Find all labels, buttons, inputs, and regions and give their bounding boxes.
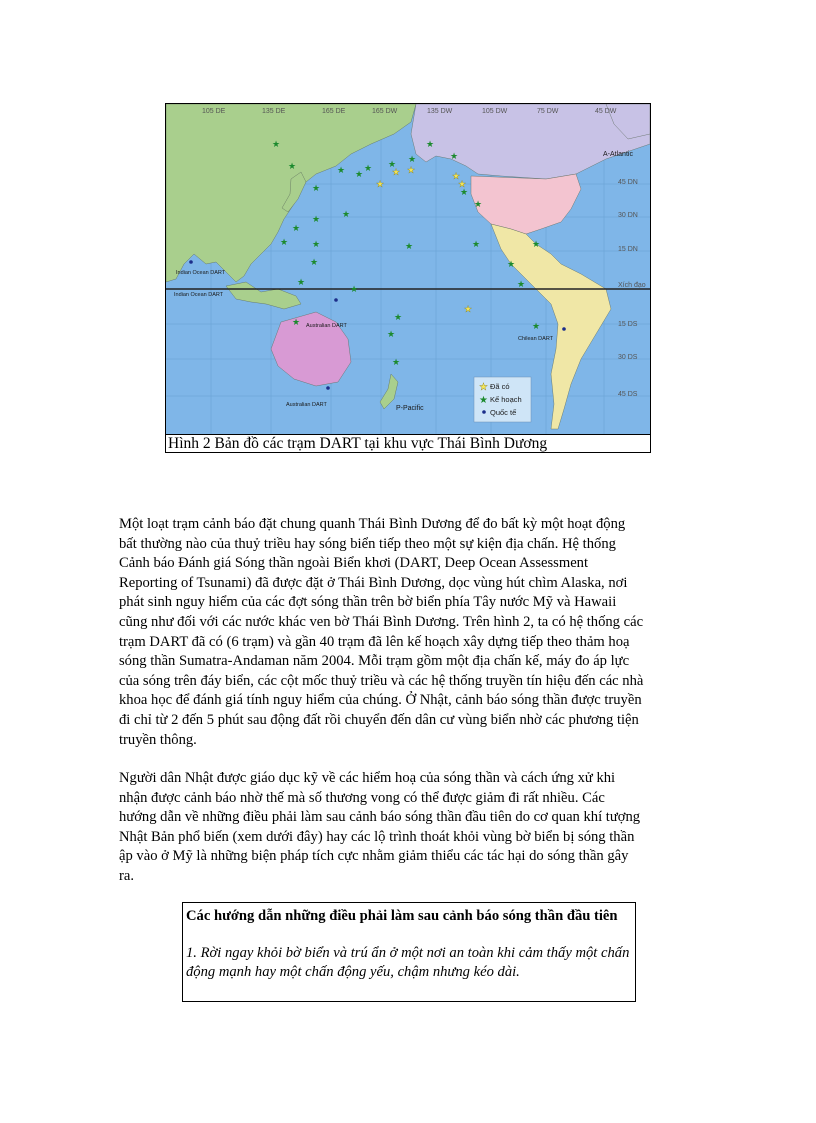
planned-station-icon: ★ [460, 187, 469, 197]
paragraph-line: Một loạt trạm cảnh báo đặt chung quanh Thái Bình Dương để đo bất kỳ một hoạt động [119, 516, 626, 532]
planned-station-icon: ★ [517, 279, 526, 289]
paragraph-line: Reporting of Tsunami) đã được đặt ở Thái Bình Dương, dọc vùng hút chìm Alaska, nơi [119, 574, 628, 591]
planned-station-icon: ★ [280, 237, 289, 247]
legend-planned-icon: ★ [479, 395, 488, 406]
paragraph-line: ra. [119, 867, 134, 884]
paragraph-line: khoa học để đánh giá tính nguy hiểm của chúng. Ở Nhật, cảnh báo sóng thần được truyền [119, 692, 642, 709]
longitude-label: 135 DE [262, 108, 286, 115]
planned-station-icon: ★ [394, 312, 403, 322]
legend-existing-label: Đã có [490, 382, 510, 391]
planned-station-icon: ★ [272, 139, 281, 149]
planned-station-icon: ★ [474, 199, 483, 209]
planned-station-icon: ★ [532, 321, 541, 331]
planned-station-icon: ★ [342, 209, 351, 219]
legend-international-label: Quốc tế [490, 408, 517, 417]
existing-station-icon: ★ [464, 304, 473, 314]
longitude-label: 165 DE [322, 108, 346, 115]
chilean-dart-label: Chilean DART [518, 336, 554, 342]
international-station-icon [562, 327, 566, 331]
guidance-title: Các hướng dẫn những điều phải làm sau cảnh báo sóng thần đầu tiên [186, 908, 618, 924]
latitude-label: 15 DN [618, 246, 638, 253]
existing-station-icon: ★ [407, 165, 416, 175]
paragraph-line: của sóng trên đáy biển, các cột mốc thuỷ triều và các hệ thống truyền tín hiệu đến các nhà [119, 672, 644, 689]
australian-dart-label-1: Australian DART [306, 323, 347, 329]
planned-station-icon: ★ [310, 257, 319, 267]
international-station-icon [334, 298, 338, 302]
existing-station-icon: ★ [392, 167, 401, 177]
longitude-label: 75 DW [537, 108, 559, 115]
planned-station-icon: ★ [288, 161, 297, 171]
latitude-label: 30 DN [618, 212, 638, 219]
latitude-label: Xích đạo [618, 282, 646, 289]
planned-station-icon: ★ [472, 239, 481, 249]
planned-station-icon: ★ [297, 277, 306, 287]
legend-international-icon [482, 410, 486, 414]
indian-dart-label-2: Indian Ocean DART [174, 292, 224, 298]
atlantic-label: A-Atlantic [603, 151, 633, 158]
longitude-label: 105 DW [482, 108, 508, 115]
existing-station-icon: ★ [376, 179, 385, 189]
paragraph-line: nhận được cảnh báo nhờ thế mà số thương vong có thể được giảm đi rất nhiều. Các [119, 789, 605, 806]
planned-station-icon: ★ [350, 284, 359, 294]
guidance-box [182, 902, 636, 1002]
paragraph-dart-system [119, 515, 699, 750]
planned-station-icon: ★ [405, 241, 414, 251]
planned-station-icon: ★ [408, 154, 417, 164]
guidance-item-1: 1. Rời ngay khỏi bờ biển và trú ẩn ở một nơi an toàn khi cảm thấy một chấn động mạnh hay một chấn động yếu, chậm nhưng kéo dài. [186, 945, 630, 980]
planned-station-icon: ★ [507, 259, 516, 269]
longitude-label: 45 DW [595, 108, 617, 115]
legend-planned-label: Kế hoạch [490, 395, 522, 404]
planned-station-icon: ★ [312, 214, 321, 224]
planned-station-icon: ★ [364, 163, 373, 173]
paragraph-line: Người dân Nhật được giáo dục kỹ về các hiểm hoạ của sóng thần và cách ứng xử khi [119, 770, 616, 786]
longitude-label: 105 DE [202, 108, 226, 115]
paragraph-line: Cảnh báo Đánh giá Sóng thần ngoài Biển khơi (DART, Deep Ocean Assessment [119, 555, 589, 572]
paragraph-line: bất thường nào của thuỷ triều hay sóng biển tiếp theo một sự kiện địa chấn. Hệ thống [119, 535, 616, 552]
paragraph-line: đi chỉ từ 2 đến 5 phút sau động đất rồi chuyển đến dân cư vùng biển nhờ các phương tiện [119, 711, 639, 728]
longitude-label: 135 DW [427, 108, 453, 115]
paragraph-line: phát sinh nguy hiểm của các đợt sóng thần trên bờ biển phía Tây nước Mỹ và Hawaii [119, 594, 617, 611]
map-figure [165, 103, 651, 453]
planned-station-icon: ★ [355, 169, 364, 179]
australian-dart-label-2: Australian DART [286, 402, 327, 408]
dart-station-map [166, 104, 650, 434]
latitude-label: 45 DN [618, 179, 638, 186]
paragraph-line: Nhật Bản phổ biến (xem dưới đây) hay các lộ trình thoát khỏi vùng bờ biển bị sóng thần [119, 828, 635, 845]
international-station-icon [189, 260, 193, 264]
paragraph-line: truyền thông. [119, 731, 197, 748]
international-station-icon [326, 386, 330, 390]
planned-station-icon: ★ [387, 329, 396, 339]
map-legend [474, 377, 531, 422]
existing-station-icon: ★ [458, 179, 467, 189]
latitude-label: 30 DS [618, 354, 638, 361]
paragraph-japan-education [119, 769, 699, 887]
planned-station-icon: ★ [450, 151, 459, 161]
planned-station-icon: ★ [426, 139, 435, 149]
legend-existing-icon: ★ [479, 382, 488, 393]
latitude-label: 15 DS [618, 321, 638, 328]
paragraph-line: hướng dẫn về những điều phải làm sau cảnh báo sóng thần đầu tiên do cơ quan khí tượng [119, 809, 641, 826]
planned-station-icon: ★ [392, 357, 401, 367]
longitude-label: 165 DW [372, 108, 398, 115]
planned-station-icon: ★ [292, 223, 301, 233]
indian-dart-label-1: Indian Ocean DART [176, 270, 226, 276]
paragraph-line: ập vào ở Mỹ là những biện pháp tích cực nhằm giảm thiểu các tác hại do sóng thần gây [119, 848, 629, 865]
paragraph-line: sóng thần Sumatra-Andaman năm 2004. Mỗi trạm gồm một địa chấn kế, máy đo áp lực [119, 653, 630, 670]
planned-station-icon: ★ [292, 317, 301, 327]
paragraph-line: trạm DART đã có (6 trạm) và gần 40 trạm đã lên kế hoạch xây dựng tiếp theo thảm hoạ [119, 633, 630, 650]
planned-station-icon: ★ [312, 239, 321, 249]
planned-station-icon: ★ [312, 183, 321, 193]
paragraph-line: cũng như đối với các nước khác ven bờ Thái Bình Dương. Trên hình 2, ta có hệ thống các [119, 613, 644, 630]
planned-station-icon: ★ [532, 239, 541, 249]
pacific-label: P-Pacific [396, 405, 424, 412]
existing-station-icon: ★ [452, 171, 461, 181]
latitude-label: 45 DS [618, 391, 638, 398]
figure-caption: Hình 2 Bản đồ các trạm DART tại khu vực Thái Bình Dương [166, 434, 650, 452]
planned-station-icon: ★ [388, 159, 397, 169]
planned-station-icon: ★ [337, 165, 346, 175]
